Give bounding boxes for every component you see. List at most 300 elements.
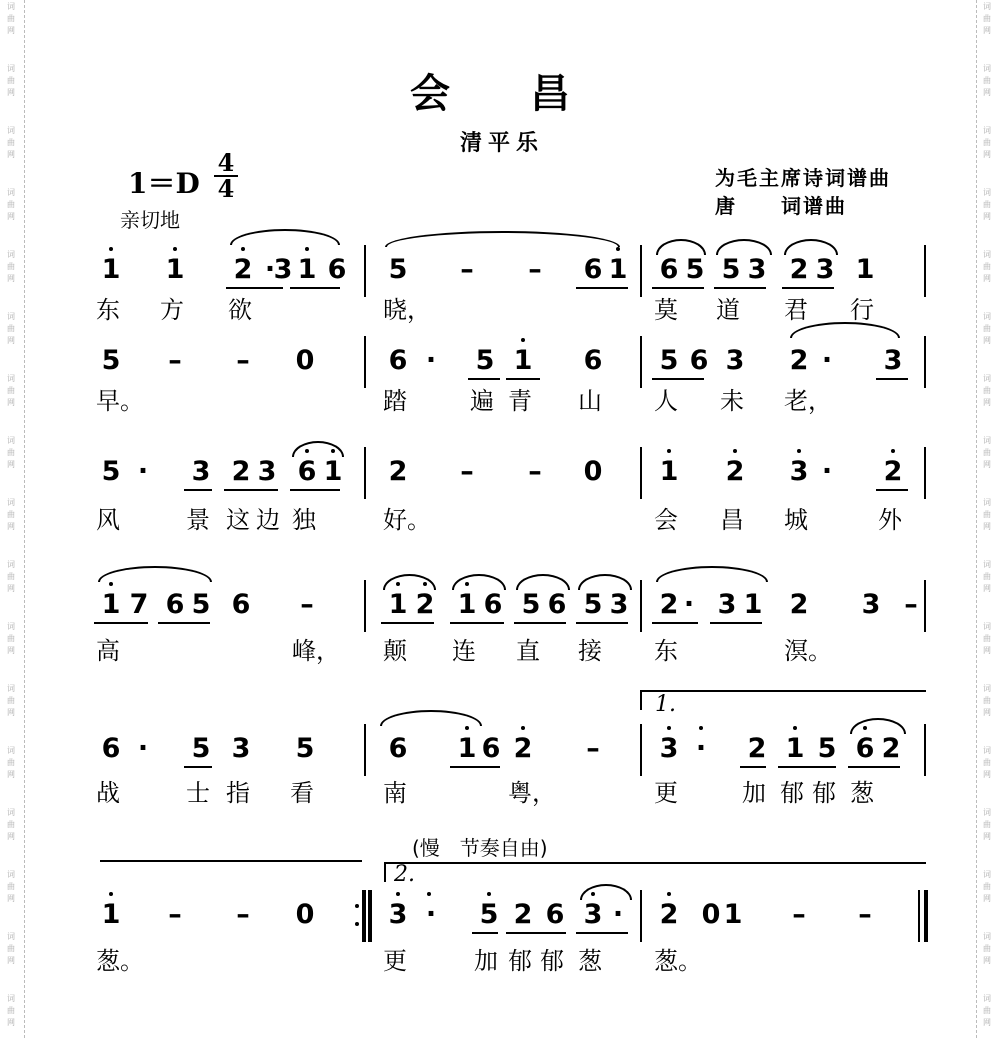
watermark-char: 词	[7, 684, 15, 693]
beam-underline	[468, 378, 500, 380]
watermark-char: 词	[7, 622, 15, 631]
beam-underline	[506, 378, 540, 380]
watermark-char: 曲	[7, 14, 15, 23]
watermark-char: 曲	[7, 572, 15, 581]
watermark-char: 曲	[983, 262, 991, 271]
bar-line	[364, 447, 366, 499]
octave-dot	[427, 892, 431, 896]
jianpu-note: 1	[323, 456, 343, 487]
jianpu-note: 1	[743, 589, 763, 620]
lyric-syllable: 东	[96, 296, 120, 324]
jianpu-note: ·	[137, 456, 149, 487]
beam-underline	[876, 378, 908, 380]
octave-dot	[521, 338, 525, 342]
lyric-syllable: 看	[290, 779, 314, 807]
beam-underline	[714, 287, 766, 289]
jianpu-note: 3	[717, 589, 737, 620]
lyric-syllable: 独	[292, 506, 316, 534]
jianpu-note: 2	[388, 456, 408, 487]
slur-arc	[452, 574, 506, 590]
beam-underline	[576, 287, 628, 289]
octave-dot	[305, 247, 309, 251]
watermark-char: 词	[983, 994, 991, 1003]
jianpu-note: 2	[233, 254, 253, 285]
lyric-syllable: 颠	[383, 637, 407, 665]
watermark-char: 词	[7, 188, 15, 197]
bar-line	[364, 724, 366, 776]
watermark-char: 词	[7, 560, 15, 569]
watermark-char: 曲	[7, 324, 15, 333]
lyric-syllable: 指	[226, 779, 250, 807]
slur-arc	[385, 231, 620, 247]
tempo-marking: (慢 节奏自由)	[412, 836, 548, 860]
watermark-char: 网	[7, 274, 15, 283]
octave-dot	[109, 582, 113, 586]
bar-line	[640, 245, 642, 297]
watermark-char: 词	[7, 498, 15, 507]
volta-label-1: 1.	[655, 692, 676, 717]
jianpu-note: 1	[659, 456, 679, 487]
watermark-char: 网	[983, 398, 991, 407]
watermark-char: 曲	[983, 448, 991, 457]
slur-arc	[580, 884, 632, 900]
jianpu-note: 1	[723, 899, 743, 930]
lyric-syllable: 葱	[578, 947, 602, 975]
slur-arc	[230, 229, 340, 245]
bar-line	[924, 245, 926, 297]
watermark-char: 词	[983, 622, 991, 631]
jianpu-note: ·	[821, 456, 833, 487]
watermark-char: 网	[983, 646, 991, 655]
watermark-char: 词	[983, 250, 991, 259]
jianpu-note: 2	[725, 456, 745, 487]
jianpu-note: 2	[789, 345, 809, 376]
jianpu-note: 3	[388, 899, 408, 930]
bar-line	[640, 580, 642, 632]
watermark-char: 网	[983, 770, 991, 779]
jianpu-note: 3	[659, 733, 679, 764]
jianpu-note: 5	[817, 733, 837, 764]
watermark-char: 词	[7, 2, 15, 11]
watermark-char: 曲	[7, 758, 15, 767]
watermark-char: 网	[983, 894, 991, 903]
beam-underline	[782, 287, 834, 289]
jianpu-note: 5	[583, 589, 603, 620]
jianpu-note: 5	[479, 899, 499, 930]
jianpu-note: 6	[481, 733, 501, 764]
bar-line	[364, 336, 366, 388]
lyric-syllable: 老，	[784, 387, 832, 415]
jianpu-note: 2	[231, 456, 251, 487]
repeat-bar-thin	[362, 890, 364, 942]
jianpu-note: 1	[457, 733, 477, 764]
jianpu-note: 6	[545, 899, 565, 930]
watermark-char: 词	[983, 932, 991, 941]
song-title: 会 昌	[410, 70, 570, 117]
jianpu-note: 2	[881, 733, 901, 764]
jianpu-note: –	[168, 345, 182, 376]
watermark-char: 网	[983, 150, 991, 159]
beam-underline	[290, 287, 340, 289]
jianpu-note: 2	[883, 456, 903, 487]
watermark-char: 网	[983, 460, 991, 469]
beam-underline	[740, 766, 766, 768]
jianpu-note: 5	[685, 254, 705, 285]
jianpu-note: –	[904, 589, 918, 620]
octave-dot	[733, 449, 737, 453]
watermark-char: 网	[7, 708, 15, 717]
jianpu-note: –	[858, 899, 872, 930]
jianpu-note: 3	[725, 345, 745, 376]
jianpu-note: 1	[855, 254, 875, 285]
lyric-syllable: 遍	[470, 387, 494, 415]
jianpu-note: ·	[612, 899, 624, 930]
watermark-char: 词	[983, 746, 991, 755]
jianpu-note: 6	[101, 733, 121, 764]
jianpu-note: 3	[883, 345, 903, 376]
repeat-dot	[355, 922, 359, 926]
watermark-char: 网	[983, 1018, 991, 1027]
lyric-syllable: 行	[850, 296, 874, 324]
lyric-syllable: 直	[516, 637, 540, 665]
jianpu-note: 1	[457, 589, 477, 620]
watermark-char: 网	[983, 832, 991, 841]
lyric-syllable: 城	[784, 506, 808, 534]
lyric-syllable: 好。	[383, 506, 431, 534]
watermark-char: 曲	[7, 696, 15, 705]
bar-line	[364, 890, 366, 942]
jianpu-note: 0	[295, 899, 315, 930]
jianpu-note: 2	[747, 733, 767, 764]
watermark-char: 词	[7, 994, 15, 1003]
slur-arc	[516, 574, 570, 590]
key-signature: 1＝D	[128, 167, 200, 200]
watermark-char: 网	[7, 894, 15, 903]
volta-second-ending	[384, 862, 926, 882]
octave-dot	[465, 726, 469, 730]
jianpu-note: 6	[327, 254, 347, 285]
watermark-char: 网	[983, 708, 991, 717]
watermark-char: 曲	[7, 1006, 15, 1015]
song-subtitle: 清平乐	[460, 131, 545, 156]
octave-dot	[891, 449, 895, 453]
jianpu-note: 2	[513, 733, 533, 764]
jianpu-note: –	[460, 254, 474, 285]
slur-arc	[850, 718, 906, 734]
jianpu-note: 5	[191, 589, 211, 620]
slur-arc	[656, 566, 768, 582]
watermark-char: 网	[7, 88, 15, 97]
jianpu-note: 0	[701, 899, 721, 930]
jianpu-note: 1	[608, 254, 628, 285]
watermark-char: 网	[7, 1018, 15, 1027]
lyric-syllable: 峰，	[292, 637, 340, 665]
watermark-char: 曲	[7, 510, 15, 519]
jianpu-note: 0	[295, 345, 315, 376]
beam-underline	[290, 489, 340, 491]
lyric-syllable: 南	[383, 779, 407, 807]
watermark-char: 网	[7, 336, 15, 345]
jianpu-note: –	[236, 345, 250, 376]
watermark-char: 曲	[983, 200, 991, 209]
watermark-char: 词	[983, 684, 991, 693]
jianpu-note: 3	[609, 589, 629, 620]
lyric-syllable: 人	[654, 387, 678, 415]
beam-underline	[514, 622, 566, 624]
lyric-syllable: 葱。	[654, 947, 702, 975]
lyric-syllable: 加	[474, 947, 498, 975]
lyric-syllable: 更	[383, 947, 407, 975]
lyric-syllable: 欲	[228, 296, 252, 324]
jianpu-note: 2	[415, 589, 435, 620]
jianpu-note: ·	[695, 733, 707, 764]
watermark-char: 词	[983, 870, 991, 879]
octave-dot	[396, 892, 400, 896]
bar-line	[640, 447, 642, 499]
watermark-char: 网	[983, 212, 991, 221]
beam-underline	[94, 622, 148, 624]
octave-dot	[667, 892, 671, 896]
octave-dot	[173, 247, 177, 251]
octave-dot	[616, 247, 620, 251]
jianpu-note: 1	[101, 899, 121, 930]
jianpu-note: 6	[855, 733, 875, 764]
slur-arc	[380, 710, 482, 726]
bar-line	[924, 724, 926, 776]
watermark-char: 曲	[7, 386, 15, 395]
watermark-char: 曲	[983, 76, 991, 85]
bar-line	[924, 336, 926, 388]
watermark-char: 曲	[7, 634, 15, 643]
watermark-char: 曲	[7, 262, 15, 271]
jianpu-note: 6	[659, 254, 679, 285]
watermark-char: 词	[983, 436, 991, 445]
repeat-dot	[355, 904, 359, 908]
jianpu-note: 2	[513, 899, 533, 930]
watermark-char: 网	[983, 956, 991, 965]
watermark-char: 曲	[7, 138, 15, 147]
bar-line	[924, 580, 926, 632]
jianpu-note: 3	[789, 456, 809, 487]
lyric-syllable: 连	[452, 637, 476, 665]
bar-line	[640, 890, 642, 942]
jianpu-note: –	[460, 456, 474, 487]
jianpu-note: 3	[861, 589, 881, 620]
watermark-char: 曲	[7, 448, 15, 457]
jianpu-note: 6	[388, 345, 408, 376]
bar-line	[924, 447, 926, 499]
jianpu-note: 6	[547, 589, 567, 620]
jianpu-note: ·	[425, 345, 437, 376]
bar-line	[640, 336, 642, 388]
watermark-char: 词	[983, 560, 991, 569]
lyric-syllable: 君	[784, 296, 808, 324]
watermark-char: 网	[983, 88, 991, 97]
beam-underline	[158, 622, 210, 624]
octave-dot	[241, 247, 245, 251]
watermark-char: 网	[983, 274, 991, 283]
time-signature-bottom: 4	[217, 174, 235, 203]
lyric-syllable: 景	[186, 506, 210, 534]
jianpu-note: 5	[101, 345, 121, 376]
jianpu-note: 1	[388, 589, 408, 620]
jianpu-note: ·	[137, 733, 149, 764]
lyric-syllable: 山	[578, 387, 602, 415]
watermark-char: 网	[983, 584, 991, 593]
beam-underline	[710, 622, 762, 624]
watermark-char: 网	[983, 26, 991, 35]
jianpu-note: 5	[721, 254, 741, 285]
beam-underline	[184, 766, 212, 768]
bar-line	[364, 580, 366, 632]
lyric-syllable: 会	[654, 506, 678, 534]
watermark-char: 网	[983, 336, 991, 345]
jianpu-note: 2	[789, 254, 809, 285]
watermark-char: 曲	[983, 882, 991, 891]
lyric-syllable: 边	[256, 506, 280, 534]
watermark-char: 曲	[7, 944, 15, 953]
watermark-char: 网	[7, 956, 15, 965]
beam-underline	[652, 287, 704, 289]
beam-underline	[472, 932, 498, 934]
watermark-char: 词	[983, 808, 991, 817]
jianpu-note: –	[792, 899, 806, 930]
beam-underline	[450, 766, 500, 768]
watermark-char: 网	[7, 398, 15, 407]
watermark-char: 曲	[983, 386, 991, 395]
expression-mark: 亲切地	[120, 208, 180, 232]
watermark-char: 曲	[7, 820, 15, 829]
beam-underline	[576, 932, 628, 934]
watermark-char: 曲	[983, 758, 991, 767]
jianpu-note: 1	[165, 254, 185, 285]
jianpu-note: 6	[165, 589, 185, 620]
jianpu-note: 3	[191, 456, 211, 487]
lyric-syllable: 葱。	[96, 947, 144, 975]
watermark-char: 网	[983, 522, 991, 531]
watermark-char: 网	[7, 212, 15, 221]
slur-arc	[716, 239, 772, 255]
watermark-char: 网	[7, 26, 15, 35]
jianpu-note: –	[528, 254, 542, 285]
jianpu-note: 1	[513, 345, 533, 376]
jianpu-note: 1	[101, 254, 121, 285]
jianpu-note: 1	[297, 254, 317, 285]
beam-underline	[224, 489, 278, 491]
watermark-char: 词	[983, 498, 991, 507]
jianpu-note: –	[528, 456, 542, 487]
octave-dot	[487, 892, 491, 896]
watermark-char: 曲	[983, 634, 991, 643]
watermark-char: 曲	[983, 572, 991, 581]
watermark-char: 网	[7, 646, 15, 655]
jianpu-note: 5	[659, 345, 679, 376]
slur-arc	[784, 239, 838, 255]
lyric-syllable: 这	[226, 506, 250, 534]
jianpu-note: 5	[101, 456, 121, 487]
beam-underline	[778, 766, 836, 768]
watermark-char: 曲	[983, 510, 991, 519]
lyric-syllable: 葱	[850, 779, 874, 807]
final-bar-thin	[918, 890, 920, 942]
lyric-syllable: 早。	[96, 387, 144, 415]
watermark-char: 词	[7, 870, 15, 879]
beam-underline	[450, 622, 504, 624]
jianpu-note: 7	[129, 589, 149, 620]
watermark-char: 词	[983, 64, 991, 73]
jianpu-note: 6	[297, 456, 317, 487]
watermark-char: 网	[7, 522, 15, 531]
watermark-char: 词	[983, 188, 991, 197]
jianpu-note: 6	[231, 589, 251, 620]
octave-dot	[591, 892, 595, 896]
lyric-syllable: 道	[716, 296, 740, 324]
jianpu-note: 5	[475, 345, 495, 376]
watermark-char: 网	[7, 770, 15, 779]
lyric-syllable: 晓，	[383, 296, 431, 324]
time-signature-top: 4	[217, 148, 235, 177]
beam-underline	[184, 489, 212, 491]
watermark-char: 曲	[983, 820, 991, 829]
watermark-char: 曲	[983, 944, 991, 953]
lyric-syllable: 青	[508, 387, 532, 415]
jianpu-note: ·	[425, 899, 437, 930]
octave-dot	[667, 449, 671, 453]
jianpu-note: 0	[583, 456, 603, 487]
watermark-char: 曲	[7, 882, 15, 891]
credit-line-1: 为毛主席诗词谱曲	[715, 166, 891, 190]
lyric-syllable: 加	[742, 779, 766, 807]
lyric-syllable: 方	[160, 296, 184, 324]
watermark-char: 词	[7, 126, 15, 135]
slur-arc	[292, 441, 344, 457]
jianpu-note: 6	[388, 733, 408, 764]
jianpu-note: 1	[101, 589, 121, 620]
lyric-syllable: 士	[186, 779, 210, 807]
beam-underline	[848, 766, 900, 768]
jianpu-note: –	[236, 899, 250, 930]
watermark-char: 曲	[983, 1006, 991, 1015]
jianpu-note: 3	[273, 254, 293, 285]
final-bar-thick	[924, 890, 928, 942]
watermark-char: 网	[7, 460, 15, 469]
watermark-char: 词	[7, 808, 15, 817]
lyric-syllable: 踏	[383, 387, 407, 415]
jianpu-note: 5	[191, 733, 211, 764]
watermark-char: 曲	[983, 138, 991, 147]
beam-underline	[576, 622, 628, 624]
jianpu-note: 1	[785, 733, 805, 764]
lyric-syllable: 更	[654, 779, 678, 807]
watermark-char: 词	[7, 932, 15, 941]
lyric-syllable: 战	[96, 779, 120, 807]
lyric-syllable: 粤，	[508, 779, 556, 807]
octave-dot	[793, 726, 797, 730]
slur-arc	[578, 574, 632, 590]
lyric-syllable: 东	[654, 637, 678, 665]
jianpu-note: 6	[583, 345, 603, 376]
watermark-char: 网	[7, 150, 15, 159]
beam-underline	[876, 489, 908, 491]
watermark-char: 曲	[7, 76, 15, 85]
octave-dot	[699, 726, 703, 730]
watermark-char: 词	[7, 436, 15, 445]
lyric-syllable: 昌	[720, 506, 744, 534]
repeat-bar-thick	[368, 890, 372, 942]
lyric-syllable: 风	[96, 506, 120, 534]
jianpu-note: 6	[583, 254, 603, 285]
jianpu-note: ·	[264, 254, 276, 285]
